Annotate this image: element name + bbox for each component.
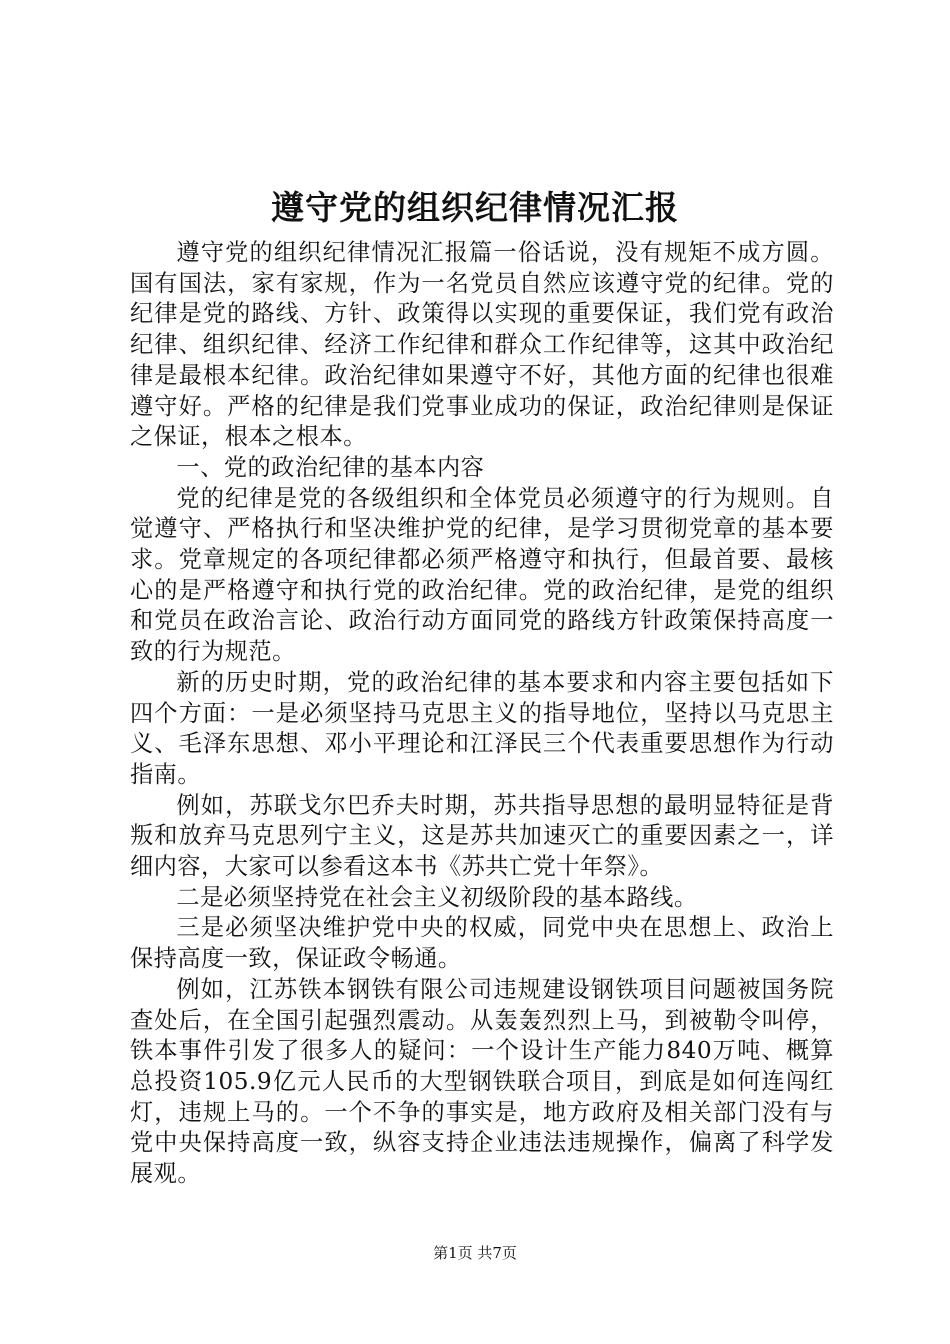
paragraph-point-two: 二是必须坚持党在社会主义初级阶段的基本路线。 (176, 883, 698, 911)
paragraph-point-three: 三是必须坚决维护党中央的权威，同党中央在思想上、政治上保持高度一致，保证政令畅通。 (130, 914, 834, 973)
section-heading: 一、党的政治纪律的基本内容 (176, 453, 485, 481)
paragraph-discipline-definition: 党的纪律是党的各级组织和全体党员必须遵守的行为规则。自觉遵守、严格执行和坚决维护党的纪律，是学习贯彻党章的基本要求。党章规定的各项纪律都必须严格遵守和执行，但最首要、最核心的是严格遵守和执行党的政治纪律。党的政治纪律，是党的组织和党员在政治言论、政治行动方面同党的路线方针政策保持高度一致的行为规范。 (130, 484, 834, 666)
paragraph-four-aspects: 新的历史时期，党的政治纪律的基本要求和内容主要包括如下四个方面：一是必须坚持马克思主义的指导地位，坚持以马克思主义、毛泽东思想、邓小平理论和江泽民三个代表重要思想作为行动指南。 (130, 668, 834, 788)
document-title: 遵守党的组织纪律情况汇报 (271, 188, 679, 227)
paragraph-example-soviet: 例如，苏联戈尔巴乔夫时期，苏共指导思想的最明显特征是背叛和放弃马克思列宁主义，这是苏共加速灭亡的重要因素之一，详细内容，大家可以参看这本书《苏共亡党十年祭》。 (130, 791, 834, 881)
paragraph-example-tieben: 例如，江苏铁本钢铁有限公司违规建设钢铁项目问题被国务院查处后，在全国引起强烈震动。从轰轰烈烈上马，到被勒令叫停，铁本事件引发了很多人的疑问：一个设计生产能力840万吨、概算总投资105.9亿元人民币的大型钢铁联合项目，到底是如何连闯红灯，违规上马的。一个不争的事实是，地方政府及相关部门没有与党中央保持高度一致，纵容支持企业违法违规操作，偏离了科学发展观。 (130, 975, 834, 1188)
page-number: 第1页 共7页 (433, 1244, 517, 1262)
document-body (130, 238, 834, 1190)
paragraph-intro: 遵守党的组织纪律情况汇报篇一俗话说，没有规矩不成方圆。国有国法，家有家规，作为一名党员自然应该遵守党的纪律。党的纪律是党的路线、方针、政策得以实现的重要保证，我们党有政治纪律、组织纪律、经济工作纪律和群众工作纪律等，这其中政治纪律是最根本纪律。政治纪律如果遵守不好，其他方面的纪律也很难遵守好。严格的纪律是我们党事业成功的保证，政治纪律则是保证之保证，根本之根本。 (130, 239, 834, 451)
